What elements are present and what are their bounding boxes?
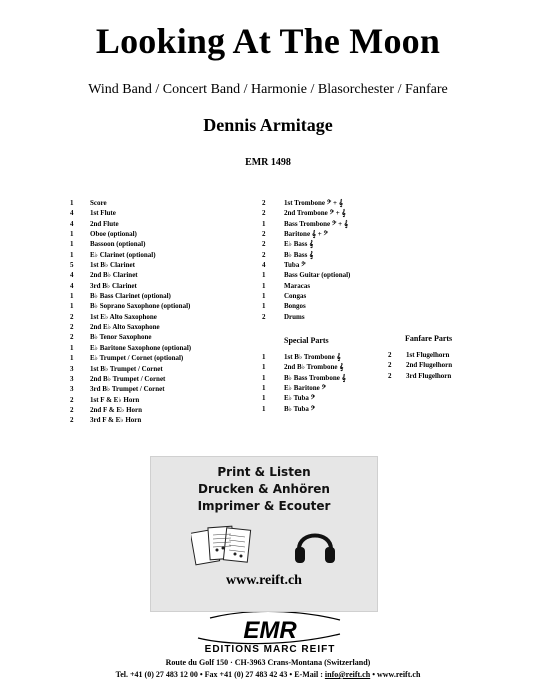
instrument-row (70, 208, 250, 218)
part-name: Oboe (optional) (90, 230, 137, 239)
part-name: 3rd Flugelhorn (406, 371, 452, 380)
part-name: B♭ Bass Clarinet (optional) (90, 292, 171, 301)
svg-text:EDITIONS MARC REIFT: EDITIONS MARC REIFT (204, 644, 336, 654)
part-quantity: 2 (262, 240, 266, 249)
instrument-row (70, 322, 250, 332)
part-quantity: 1 (262, 271, 266, 280)
fanfare-parts-heading: Fanfare Parts (405, 334, 453, 343)
part-quantity: 2 (388, 361, 392, 370)
part-quantity: 4 (70, 281, 74, 290)
contact-phone-fax: Tel. +41 (0) 27 483 12 00 • Fax +41 (0) 27 483 42 43 • E-Mail : (115, 670, 325, 679)
part-quantity: 5 (70, 261, 74, 270)
composer-name: Dennis Armitage (203, 115, 333, 135)
part-name: 1st F & E♭ Horn (90, 395, 140, 404)
part-quantity: 4 (70, 219, 74, 228)
part-quantity: 2 (70, 395, 74, 404)
part-name: Bassoon (optional) (90, 240, 146, 249)
part-name: Baritone 𝄞 + 𝄢 (284, 230, 328, 239)
print-line-fr: Imprimer & Ecouter (197, 499, 331, 513)
part-quantity: 2 (70, 416, 74, 425)
instrument-row (262, 250, 412, 260)
part-quantity: 2 (70, 405, 74, 414)
instrument-row (70, 229, 250, 239)
part-quantity: 1 (70, 354, 74, 363)
part-name: 2nd B♭ Trumpet / Cornet (90, 374, 166, 383)
part-name: Score (90, 199, 107, 207)
instrument-row (70, 395, 250, 405)
part-name: 2nd Flute (90, 219, 119, 228)
instrument-row (262, 208, 412, 218)
part-name: 2nd F & E♭ Horn (90, 405, 143, 414)
instrument-row (70, 198, 250, 208)
part-quantity: 1 (262, 292, 266, 301)
instrument-row (70, 312, 250, 322)
part-quantity: 1 (70, 343, 74, 352)
publisher-contact (0, 670, 536, 679)
part-quantity: 1 (262, 404, 266, 413)
part-name: 1st B♭ Trombone 𝄞 (284, 353, 341, 361)
part-name: Tuba 𝄢 (284, 261, 306, 270)
instrument-row (388, 350, 508, 360)
instrument-row (262, 229, 412, 239)
instrument-row (70, 405, 250, 415)
part-name: B♭ Bass Trombone 𝄞 (284, 373, 346, 382)
part-name: Bass Trombone 𝄢 + 𝄞 (284, 219, 348, 228)
part-quantity: 2 (70, 323, 74, 332)
part-name: 3rd F & E♭ Horn (90, 416, 142, 425)
part-quantity: 2 (388, 371, 392, 380)
instrument-row (70, 260, 250, 270)
part-quantity: 3 (70, 385, 74, 394)
instrument-list-main (70, 198, 250, 426)
part-quantity: 1 (70, 250, 74, 259)
part-name: 2nd B♭ Clarinet (90, 271, 138, 280)
part-quantity: 1 (70, 240, 74, 249)
part-quantity: 2 (262, 209, 266, 218)
part-quantity: 1 (70, 302, 74, 311)
part-quantity: 4 (70, 209, 74, 218)
part-quantity: 2 (262, 312, 266, 321)
instrument-row (262, 270, 412, 280)
print-line-de: Drucken & Anhören (198, 482, 330, 496)
part-quantity: 1 (262, 373, 266, 382)
part-quantity: 2 (262, 250, 266, 259)
part-name: B♭ Soprano Saxophone (optional) (90, 302, 191, 311)
instrument-row (262, 301, 412, 311)
part-name: Bongos (284, 302, 306, 311)
part-name: E♭ Baritone 𝄢 (284, 384, 327, 393)
website-link[interactable]: www.reift.ch (226, 573, 302, 588)
part-name: B♭ Bass 𝄞 (284, 250, 314, 259)
instrument-row (388, 360, 508, 370)
part-quantity: 3 (70, 374, 74, 383)
part-name: B♭ Tenor Saxophone (90, 333, 152, 342)
instrument-row (388, 371, 508, 381)
part-name: E♭ Baritone Saxophone (optional) (90, 343, 192, 352)
part-name: E♭ Trumpet / Cornet (optional) (90, 354, 184, 363)
instrument-row (70, 301, 250, 311)
instrument-row (262, 393, 412, 403)
part-quantity: 1 (262, 302, 266, 311)
part-quantity: 2 (70, 312, 74, 321)
instrument-row (262, 404, 412, 414)
instrument-row (70, 343, 250, 353)
part-quantity: 1 (70, 199, 74, 207)
part-quantity: 2 (70, 333, 74, 342)
part-name: 1st E♭ Alto Saxophone (90, 312, 157, 321)
instrument-row (262, 239, 412, 249)
fanfare-parts-list (388, 350, 508, 381)
part-quantity: 1 (70, 230, 74, 239)
part-name: 3rd B♭ Trumpet / Cornet (90, 385, 165, 394)
part-name: 1st B♭ Clarinet (90, 261, 135, 270)
sheet-music-icon (191, 523, 255, 567)
instrument-row (262, 219, 412, 229)
instrument-row (70, 291, 250, 301)
instrument-row (70, 415, 250, 425)
instrument-row (70, 364, 250, 374)
instrument-row (70, 384, 250, 394)
instrument-row (70, 281, 250, 291)
part-quantity: 4 (262, 261, 266, 270)
part-name: 1st B♭ Trumpet / Cornet (90, 364, 163, 373)
instrument-row (262, 198, 412, 208)
part-quantity: 3 (70, 364, 74, 373)
part-name: Maracas (284, 281, 311, 290)
part-quantity: 1 (262, 363, 266, 372)
part-name: 2nd B♭ Trombone 𝄞 (284, 363, 344, 372)
catalog-number: EMR 1498 (245, 157, 291, 168)
part-name: 1st Flute (90, 209, 116, 218)
part-quantity: 2 (262, 230, 266, 239)
part-name: 2nd E♭ Alto Saxophone (90, 323, 160, 332)
special-parts-heading: Special Parts (284, 336, 329, 345)
instrument-row (262, 291, 412, 301)
part-name: Bass Guitar (optional) (284, 271, 351, 280)
emr-logo (190, 612, 350, 654)
headphones-icon (293, 521, 337, 567)
instrument-row (70, 250, 250, 260)
part-name: 3rd B♭ Clarinet (90, 281, 137, 290)
part-quantity: 1 (262, 219, 266, 228)
part-quantity: 1 (262, 384, 266, 393)
contact-website: • www.reift.ch (370, 670, 421, 679)
instrument-list-brass-percussion (262, 198, 412, 322)
instrument-row (70, 374, 250, 384)
part-quantity: 4 (70, 271, 74, 280)
part-name: E♭ Tuba 𝄢 (284, 394, 316, 403)
contact-email-link[interactable]: info@reift.ch (324, 670, 371, 679)
part-name: E♭ Bass 𝄞 (284, 240, 314, 249)
part-quantity: 1 (262, 394, 266, 403)
part-name: E♭ Clarinet (optional) (90, 250, 156, 259)
instrument-row (262, 312, 412, 322)
instrument-row (70, 219, 250, 229)
part-quantity: 1 (262, 353, 266, 361)
instrument-row (262, 260, 412, 270)
part-quantity: 2 (388, 351, 392, 359)
instrument-row (262, 281, 412, 291)
instrument-row (70, 239, 250, 249)
part-name: 2nd Trombone 𝄢 + 𝄞 (284, 209, 346, 218)
instrument-row (262, 383, 412, 393)
publisher-address: Route du Golf 150 · CH-3963 Crans-Montana (Switzerland) (165, 658, 371, 667)
instrument-row (70, 332, 250, 342)
part-name: B♭ Tuba 𝄢 (284, 404, 316, 413)
part-name: 1st Flugelhorn (406, 351, 450, 359)
part-name: 1st Trombone 𝄢 + 𝄞 (284, 199, 343, 207)
part-name: Congas (284, 292, 307, 301)
part-quantity: 1 (262, 281, 266, 290)
ensemble-subtitle: Wind Band / Concert Band / Harmonie / Blasorchester / Fanfare (88, 82, 448, 97)
print-line-en: Print & Listen (217, 465, 311, 479)
part-quantity: 2 (262, 199, 266, 207)
print-listen-box[interactable] (150, 456, 378, 612)
part-name: Drums (284, 312, 305, 321)
svg-text:EMR: EMR (243, 617, 297, 644)
part-name: 2nd Flugelhorn (406, 361, 453, 370)
page-title: Looking At The Moon (95, 21, 441, 61)
instrument-row (70, 353, 250, 363)
part-quantity: 1 (70, 292, 74, 301)
instrument-row (70, 270, 250, 280)
